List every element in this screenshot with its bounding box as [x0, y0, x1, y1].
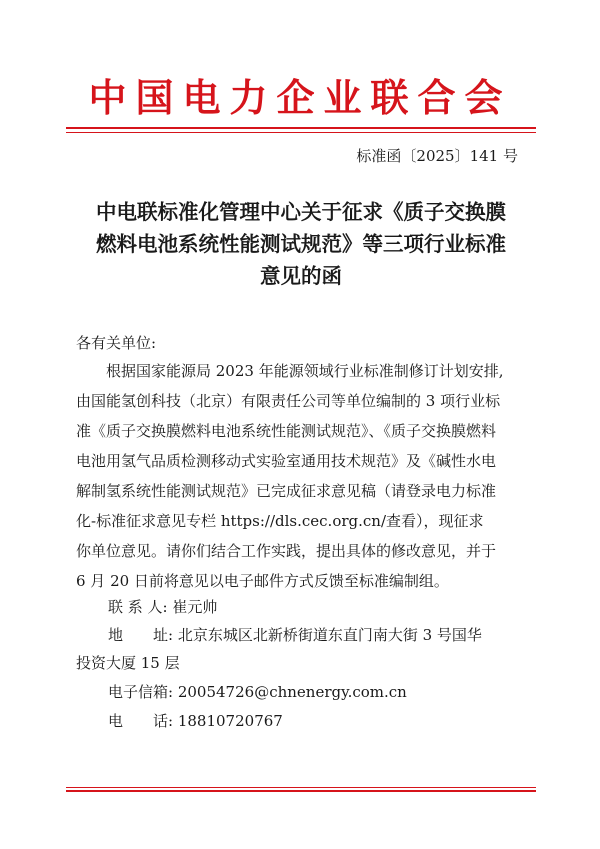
contact-address-value: 北京东城区北新桥街道东直门南大街 3 号国华 [177, 626, 482, 644]
contact-email [108, 677, 407, 707]
organization-title: 中国电力企业联合会 [88, 75, 512, 120]
paragraph-line: 准《质子交换膜燃料电池系统性能测试规范》、《质子交换膜燃料 [76, 422, 497, 440]
header-rule-thin [66, 132, 536, 133]
header-rule-thick [66, 127, 536, 129]
subject-line: 中电联标准化管理中心关于征求《质子交换膜 [96, 200, 506, 224]
document-number: 标准函〔2025〕141 号 [356, 147, 518, 165]
contact-person [108, 592, 217, 622]
paragraph-line: 由国能氢创科技（北京）有限责任公司等单位编制的 3 项行业标 [76, 392, 501, 410]
contact-email-value[interactable]: 20054726@chnenergy.com.cn [177, 683, 407, 701]
paragraph-line: 化-标准征求意见专栏 https://dls.cec.org.cn/查看），现征求 [76, 512, 484, 530]
subject-line: 意见的函 [260, 264, 342, 288]
contact-phone-value: 18810720767 [177, 712, 283, 730]
paragraph-line: 你单位意见。请你们结合工作实践，提出具体的修改意见，并于 [76, 542, 497, 560]
contact-address [108, 620, 482, 650]
paragraph-line: 解制氢系统性能测试规范》已完成征求意见稿（请登录电力标准 [76, 482, 497, 500]
contact-person-label: 联 系 人: [108, 598, 168, 616]
salutation: 各有关单位: [76, 334, 157, 352]
contact-address-label: 地 址: [108, 626, 174, 644]
footer-rule-thick [66, 790, 536, 792]
subject-title [66, 196, 536, 292]
contact-email-label: 电子信箱: [108, 683, 174, 701]
paragraph-line: 根据国家能源局 2023 年能源领域行业标准制修订计划安排, [106, 362, 504, 380]
paragraph-line: 6 月 20 日前将意见以电子邮件方式反馈至标准编制组。 [76, 572, 449, 590]
contact-address-continued: 投资大厦 15 层 [76, 654, 180, 672]
footer-rule-thin [66, 787, 536, 788]
paragraph-line: 电池用氢气品质检测移动式实验室通用技术规范》及《碱性水电 [76, 452, 497, 470]
body-paragraph [76, 356, 536, 596]
contact-phone [108, 706, 283, 736]
contact-phone-label: 电 话: [108, 712, 174, 730]
subject-line: 燃料电池系统性能测试规范》等三项行业标准 [96, 232, 506, 256]
contact-person-value: 崔元帅 [172, 598, 218, 616]
